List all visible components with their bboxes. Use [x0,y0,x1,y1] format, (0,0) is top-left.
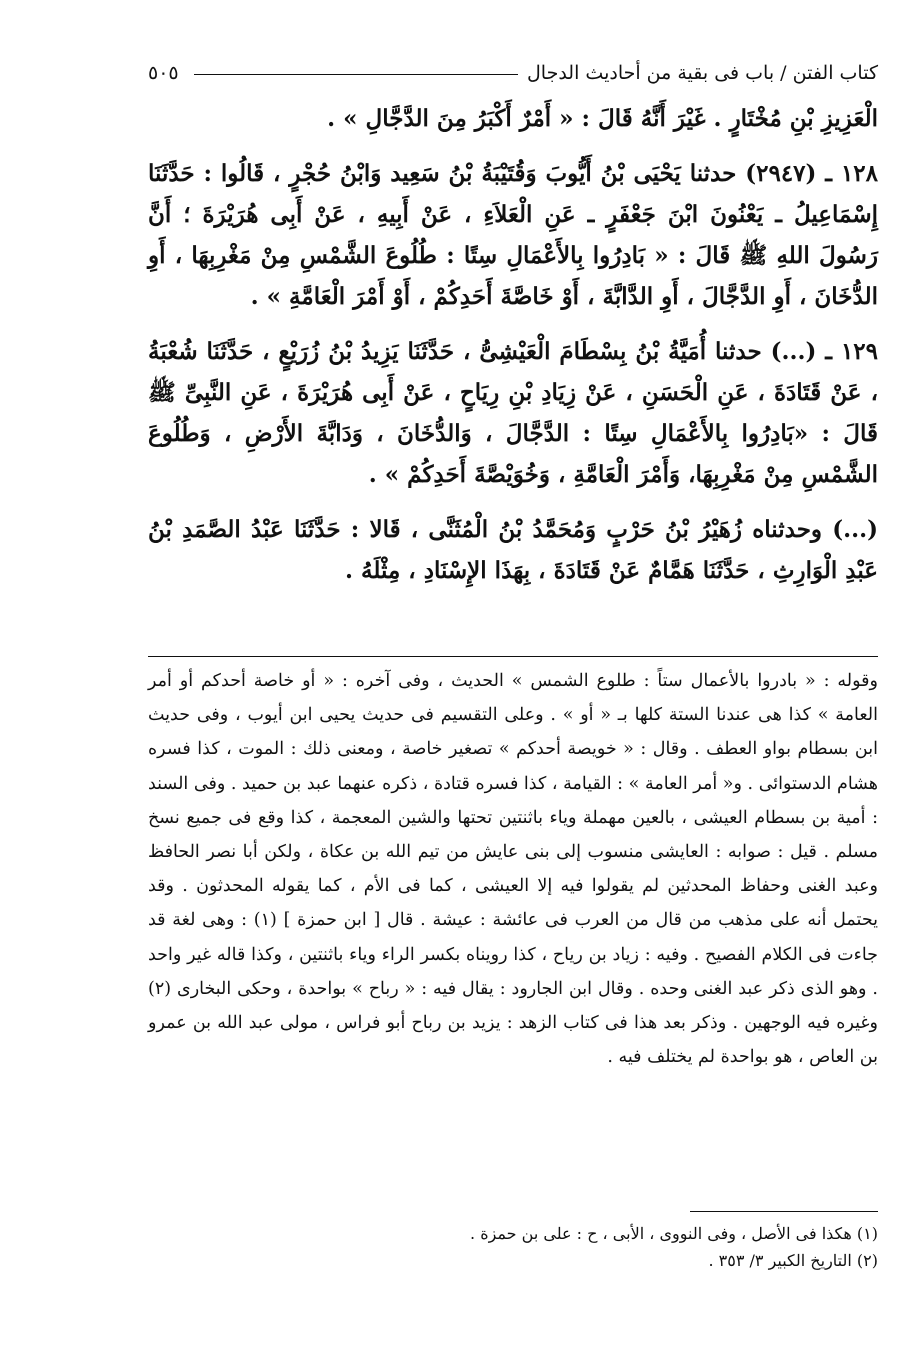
commentary-paragraph: وقوله : « بادروا بالأعمال ستاً : طلوع الشمس » الحديث ، وفى آخره : « أو خاصة أحدكم أو أمر العامة » كذا هى عندنا الستة كلها بـ « أو » . وعلى التقسيم فى حديث يحيى ابن أيوب ، وفى حديث ابن بسطام بواو العطف . وقال : « خويصة أحدكم » تصغير خاصة ، ومعنى ذلك : الموت ، كذا فسره هشام الدستوائى . و« أمر العامة » : القيامة ، كذا فسره قتادة ، ذكره عنهما عبد بن حميد . وفى السند : أمية بن بسطام العيشى ، بالعين مهملة وياء باثنتين تحتها والشين المعجمة ، كذا وقع فى جميع نسخ مسلم . قيل : صوابه : العايشى منسوب إلى بنى عايش من تيم الله بن عكاة ، ولكن أبا نصر الحافظ وعبد الغنى وحفاظ المحدثين لم يقولوا فيه إلا العيشى ، كما فى الأم ، كما يقوله المحدثون . وقد يحتمل أنه على مذهب من قال من العرب فى عائشة : عيشة . قال [ ابن حمزة ] (١) : وهى لغة قد جاءت فى الكلام الفصيح . وفيه : زياد بن رياح ، كذا رويناه بكسر الراء وياء باثنتين ، وكذا قاله غير واحد . وهو الذى ذكر عبد الغنى وحده . وقال ابن الجارود : يقال فيه : « رباح » بواحدة ، وحكى البخارى (٢) وغيره فيه الوجهين . وذكر بعد هذا فى كتاب الزهد : يزيد بن رباح أبو فراس ، مولى عبد الله بن عمرو بن العاص ، هو بواحدة لم يختلف فيه . [148,671,879,1068]
footnotes [148,1220,878,1274]
running-header [148,58,878,88]
chapter-title: كتاب الفتن / باب فى بقية من أحاديث الدجال [527,62,878,84]
hadith-continuation: الْعَزِيزِ بْنِ مُخْتَارٍ . غَيْرَ أَنَّهُ قَالَ : « أَمْرٌ أَكْبَرُ مِنَ الدَّجَّالِ » . [327,105,878,132]
commentary [148,664,878,1074]
hadith-129-variant: (...) وحدثناه زُهَيْرُ بْنُ حَرْبٍ وَمُحَمَّدُ بْنُ الْمُثَنَّى ، قَالا : حَدَّثَنَا عَبْدُ الصَّمَدِ بْنُ عَبْدِ الْوَارِثِ ، حَدَّثَنَا هَمَّامٌ عَنْ قَتَادَةَ ، بِهَذَا الإِسْنَادِ ، مِثْلَهُ . [148,516,878,584]
hadith-128: ١٢٨ ـ (٢٩٤٧) حدثنا يَحْيَى بْنُ أَيُّوبَ وَقُتَيْبَةُ بْنُ سَعِيد وَابْنُ حُجْرٍ ، قَالُوا : حَدَّثَنَا إِسْمَاعِيلُ ـ يَعْنُونَ ابْنَ جَعْفَرٍ ـ عَنِ الْعَلاَءِ ، عَنْ أَبِيهِ ، عَنْ أَبِى هُرَيْرَةَ ؛ أَنَّ رَسُولَ اللهِ ﷺ قَالَ : « بَادِرُوا بِالأَعْمَالِ سِتًا : طُلُوعَ الشَّمْسِ مِنْ مَغْرِبِهَا ، أَوِ الدُّخَانَ ، أَوِ الدَّجَّالَ ، أَوِ الدَّابَّةَ ، أَوْ خَاصَّةَ أَحَدِكُمْ ، أَوْ أَمْرَ الْعَامَّةِ » . [148,160,878,310]
footnote-2: (٢) التاريخ الكبير ٣/ ٣٥٣ . [708,1251,878,1270]
hadith-text [148,98,878,591]
header-rule [194,74,518,75]
hadith-129: ١٢٩ ـ (...) حدثنا أُمَيَّةُ بْنُ بِسْطَامَ الْعَيْشِىُّ ، حَدَّثَنَا يَزِيدُ بْنُ زُرَيْعٍ ، حَدَّثَنَا شُعْبَةُ ، عَنْ قَتَادَةَ ، عَنِ الْحَسَنِ ، عَنْ زِيَادِ بْنِ رِيَاحٍ ، عَنْ أَبِى هُرَيْرَةَ ، عَنِ النَّبِىِّ ﷺ قَالَ : «بَادِرُوا بِالأَعْمَالِ سِتًا : الدَّجَّالَ ، وَالدُّخَانَ ، وَدَابَّةَ الأَرْضِ ، وَطُلُوعَ الشَّمْسِ مِنْ مَغْرِبِهَا، وَأَمْرَ الْعَامَّةِ ، وَخُوَيْصَّةَ أَحَدِكُمْ » . [148,338,878,488]
commentary-divider [148,656,878,657]
footnote-1: (١) هكذا فى الأصل ، وفى النووى ، الأبى ، ح : على بن حمزة . [470,1224,878,1243]
page-number: ٥٠٥ [148,62,179,84]
footnote-rule [690,1211,878,1212]
